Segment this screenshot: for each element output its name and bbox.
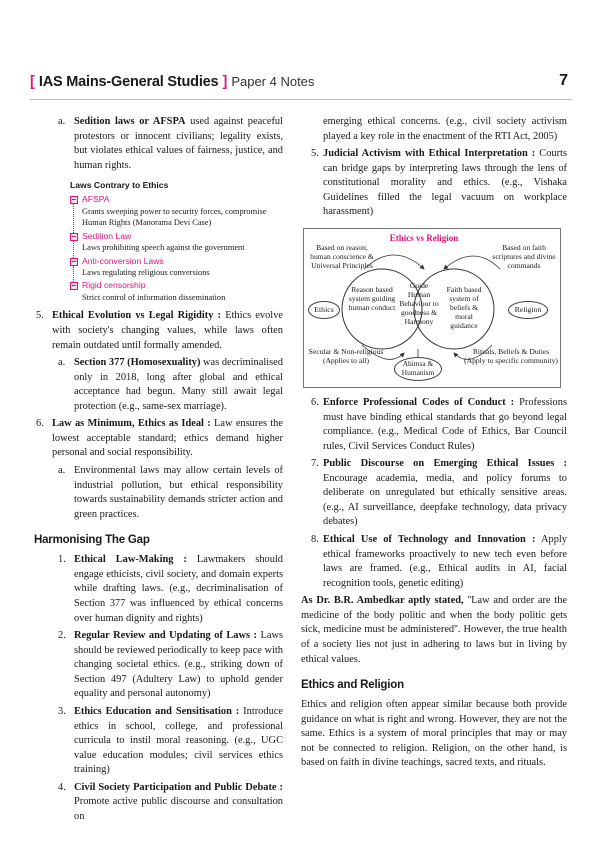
item-text: Environmental laws may allow certain levels of industrial pollution, but ethical responsibility towards sustainability demands stricter action and green practices.: [74, 465, 283, 520]
list-item-h4: [36, 781, 283, 825]
page-header: [30, 74, 572, 96]
item-number: 4.: [58, 781, 66, 793]
law-name: AFSPA: [82, 194, 110, 205]
item-number: 7.: [311, 458, 319, 470]
ethics-oval: Ethics: [308, 301, 340, 319]
quote-lead: As Dr. B.R. Ambedkar aptly stated,: [301, 595, 464, 607]
list-item-6a: [36, 464, 283, 522]
item-text: Professions must have binding ethical standards that go beyond legal compliance. (e.g., Medical Code of Ethics, Bar Council rules, Civil Services Conduct Rules): [323, 396, 567, 452]
item-text: was decriminalised only in 2018, long after global and ethical acceptance had begun. Many still await legal protection (e.g., same-sex marriage).: [74, 357, 283, 412]
item-number: 5.: [36, 310, 44, 322]
book-subtitle: Paper 4 Notes: [231, 74, 315, 89]
list-item-h5: [301, 147, 567, 220]
page-number: 7: [559, 72, 568, 89]
list-item-sedition: [36, 115, 283, 173]
item-text: Courts can bridge gaps by interpreting laws through the lens of constitutional morality and ethics. (e.g., Vishaka Guidelines filled the legal vacuum on workplace harassment): [323, 148, 567, 218]
bracket-close: ]: [222, 74, 228, 90]
item-number: 1.: [58, 554, 66, 566]
ambedkar-quote: [301, 594, 567, 667]
law-name: Anti-conversion Laws: [82, 255, 164, 266]
diagram-center-text: Guide Human Behaviour to goodness & Harmony: [399, 280, 439, 327]
law-entry: [70, 256, 283, 279]
item-number: 2.: [58, 630, 66, 642]
list-item-h7: [301, 457, 567, 530]
item-text: Introduce ethics in school, college, and professional curricula to instil moral reasoning. (e.g., UGC value education modules; civil services ethics training): [74, 705, 283, 776]
item-heading: Public Discourse on Emerging Ethical Issues :: [323, 458, 567, 470]
law-name: Rigid censorship: [82, 280, 146, 291]
item-heading: Regular Review and Updating of Laws :: [74, 630, 257, 642]
item-heading: Sedition laws or AFSPA: [74, 116, 186, 127]
law-entry: [70, 280, 283, 303]
diagram-bottom-center: Ahimsa & Humanism: [394, 357, 442, 381]
item-heading: Law as Minimum, Ethics as Ideal :: [52, 418, 211, 430]
bracket-open: [: [30, 74, 35, 90]
book-title: IAS Mains-General Studies: [38, 74, 219, 90]
item-text: used against peaceful protestors or innocent civilians; legality exists, but violates ethical values of fairness, justice, and human rights.: [74, 116, 283, 171]
item-heading: Enforce Professional Codes of Conduct :: [323, 396, 515, 408]
item-text: emerging ethical concerns. (e.g., civil society activism played a key role in the enactment of the RTI Act, 2005): [323, 116, 567, 142]
item-heading: Civil Society Participation and Public Debate :: [74, 781, 283, 793]
law-bullet-icon: [70, 258, 78, 266]
item-heading: Ethical Use of Technology and Innovation :: [323, 534, 536, 545]
section-heading-harmonising: Harmonising The Gap: [34, 534, 150, 547]
item-number: a.: [58, 465, 66, 476]
item-heading: Ethical Law-Making :: [74, 554, 187, 566]
item-text: Apply ethical frameworks proactively to new tech even before laws are framed. (e.g., Ethical audits in AI, facial recognition tools, genetic editing): [323, 534, 567, 589]
list-item-5a: [36, 356, 283, 414]
left-column: [36, 115, 283, 827]
item-text: Promote active public discourse and consultation on: [74, 796, 283, 822]
quote-text: ''Law and order are the medicine of the body politic and when the body politic gets sick, medicine must be administered''. However, the true health of a society lies not just in adhering to laws but in living by ethical values.: [301, 595, 567, 665]
list-item-h2: [36, 629, 283, 702]
right-column: [301, 115, 567, 775]
item-heading: Ethics Education and Sensitisation :: [74, 705, 240, 717]
item-number: 6.: [311, 396, 319, 408]
diagram-bottom-left: Secular & Non-religious (Applies to all): [308, 346, 384, 366]
item-number: 6.: [36, 418, 44, 430]
laws-box-title: Laws Contrary to Ethics: [70, 180, 169, 191]
law-bullet-icon: [70, 233, 78, 241]
law-description: Grants sweeping power to security forces, compromise Human Rights (Manorama Devi Case): [82, 206, 267, 228]
diagram-top-left: Based on reason, human conscience & Universal Principles: [310, 242, 374, 271]
religion-oval: Religion: [508, 301, 548, 319]
law-bullet-icon: [70, 282, 78, 290]
list-item-5: [36, 309, 283, 353]
item-heading: Section 377 (Homosexuality): [74, 357, 201, 369]
item-number: 5.: [311, 148, 319, 160]
section-heading-ethics-religion: Ethics and Religion: [301, 679, 404, 692]
diagram-top-right: Based on faith scriptures and divine commands: [492, 242, 556, 271]
item-text: Encourage academia, media, and policy forums to deliberate on unregulated but ethically sensitive areas. (e.g., AI surveillance, deepfake technology, data privacy debates): [323, 472, 567, 528]
item-number: a.: [58, 116, 66, 127]
item-number: a.: [58, 357, 66, 369]
header-rule: [30, 99, 572, 100]
law-entry: [70, 231, 283, 254]
running-head: [30, 74, 314, 90]
diagram-right-circle-text: Faith based system of beliefs & moral guidance: [446, 284, 482, 331]
list-item-h1: [36, 553, 283, 626]
law-description: Laws prohibiting speech against the government: [82, 243, 245, 253]
law-name: Sedition Law: [82, 230, 132, 241]
list-item-h6: [301, 396, 567, 454]
item-text: Law ensures the lowest acceptable standard; ethics demand higher personal and social responsibility.: [52, 418, 283, 459]
list-item-6: [36, 417, 283, 461]
item-text: Ethics evolve with society's changing values, while laws often remain outdated until formally amended.: [52, 310, 284, 351]
ethics-religion-paragraph: Ethics and religion often appear similar because both provide guidance on what is right and wrong. However, they are not the same. Ethics is a system of moral principles that may or may not be connected to religion. Religion, on the other hand, is based on faith in divine teachings, sacred texts, and rituals.: [301, 699, 567, 769]
diagram-bottom-right: Rituals, Beliefs & Duties (Apply to specific community): [464, 346, 558, 366]
law-description: Strict control of information dissemination: [82, 293, 226, 303]
ethics-vs-religion-diagram: [303, 228, 561, 388]
diagram-title: Ethics vs Religion: [389, 232, 459, 243]
item-heading: Judicial Activism with Ethical Interpretation :: [323, 148, 536, 160]
law-bullet-icon: [70, 196, 78, 204]
item-text: Laws should be reviewed periodically to keep pace with changing societal ethics. (e.g., striking down of Section 497 (Adultery Law) to uphold gender equality and personal autonomy): [74, 630, 283, 700]
list-item-h8: [301, 533, 567, 591]
item-number: 8.: [311, 534, 319, 545]
law-entry: [70, 194, 283, 228]
law-description: Laws regulating religious conversions: [82, 268, 210, 278]
item-heading: Ethical Evolution vs Legal Rigidity :: [52, 310, 222, 322]
diagram-left-circle-text: Reason based system guiding human conduct: [348, 284, 396, 313]
list-item-h4-continued: [301, 115, 567, 144]
item-text: Lawmakers should engage ethicists, civil society, and domain experts while drafting laws. (e.g., decriminalisation of Section 377 was influenced by ethical concerns over human dignity and rights): [74, 554, 284, 624]
item-number: 3.: [58, 705, 66, 717]
list-item-h3: [36, 705, 283, 778]
